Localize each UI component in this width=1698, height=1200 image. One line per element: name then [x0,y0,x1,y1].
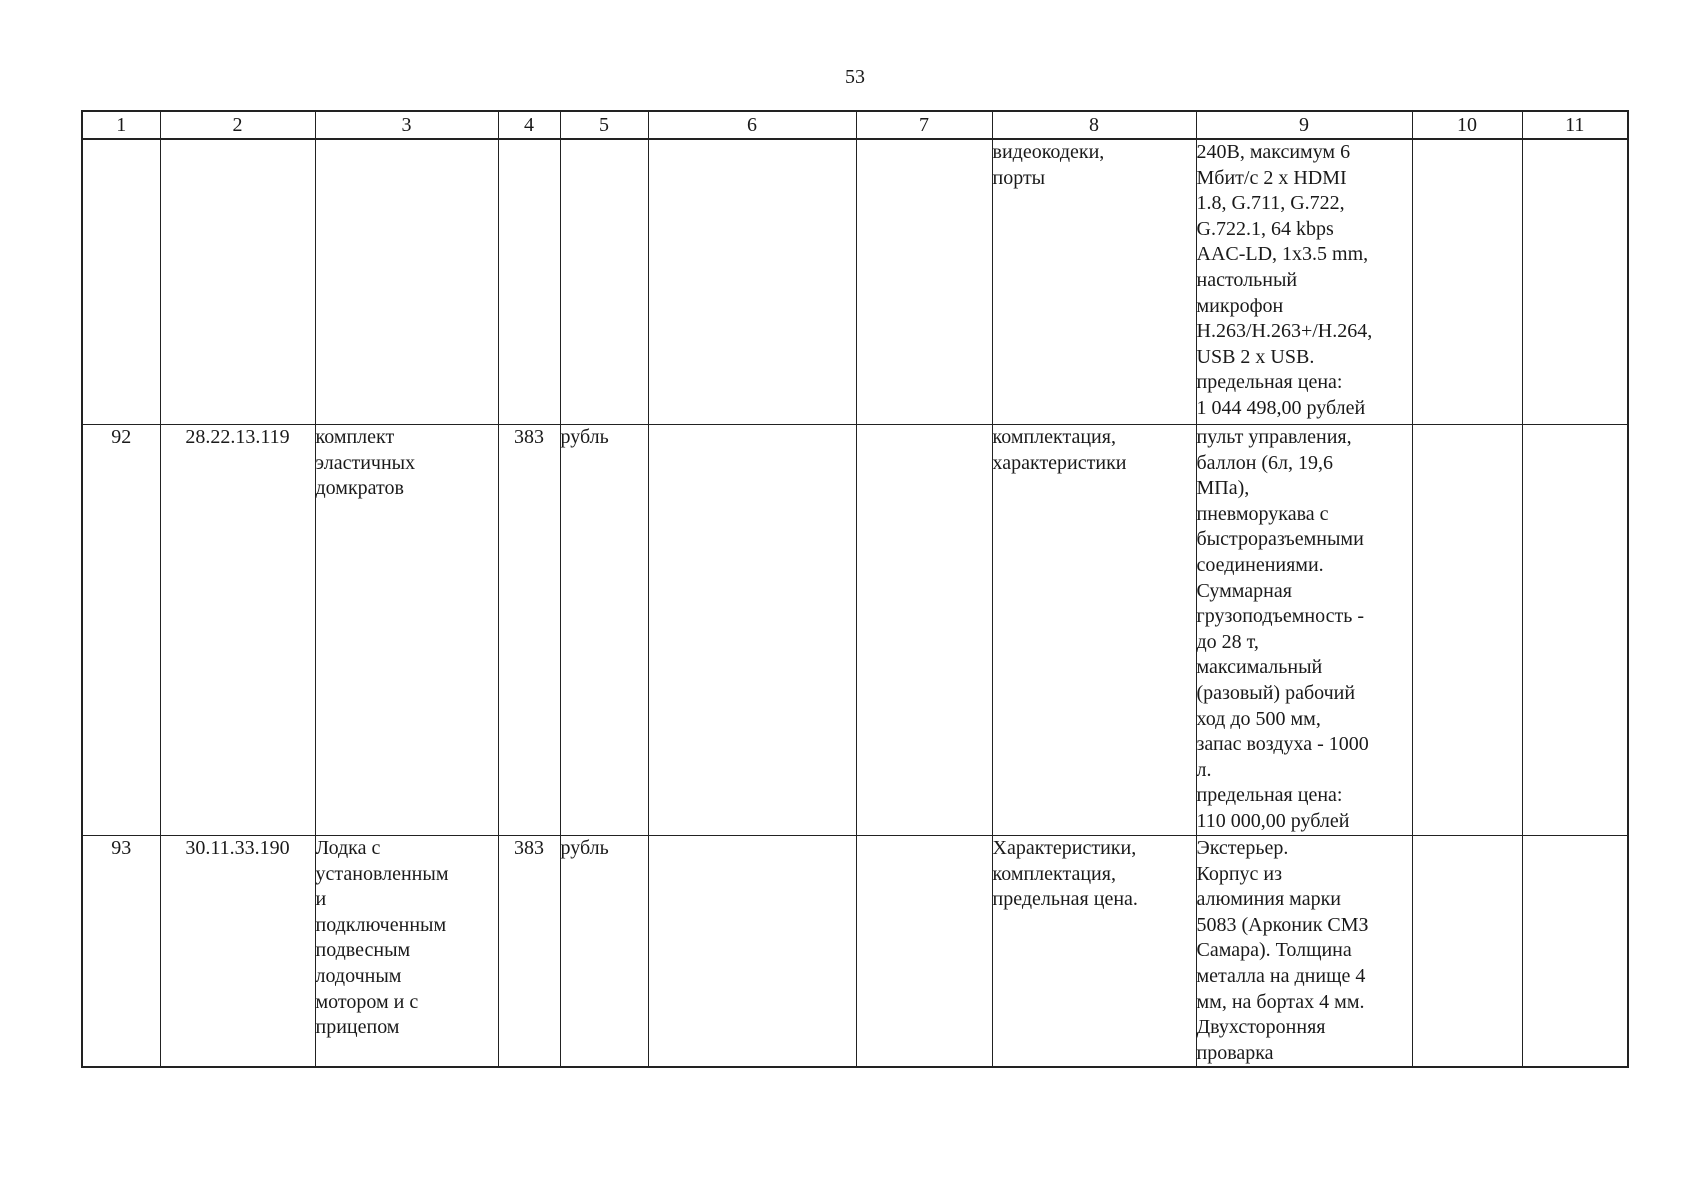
text-line: Самара). Толщина [1196,939,1352,962]
column-header: 8 [992,111,1196,139]
item-name-cell [315,836,498,1068]
text-line: Экстерьер. [1196,837,1289,859]
column-10-cell [1412,139,1522,425]
text-line: прицепом [315,1016,400,1039]
okpd-code-cell [160,139,315,425]
column-header: 1 [82,111,160,139]
characteristic-name-cell [992,836,1196,1068]
text-line: предельная цена. [992,888,1138,911]
characteristic-name-cell [992,425,1196,836]
header-row [82,111,1628,139]
column-11-cell [1522,139,1628,425]
column-header: 10 [1412,111,1522,139]
text-line: комплект [315,426,395,448]
text-line: пульт управления, [1196,426,1352,448]
row-number-cell: 92 [82,425,160,836]
text-line: H.263/H.263+/H.264, [1196,320,1373,343]
text-line: ход до 500 мм, [1196,707,1321,730]
text-line: запас воздуха - 1000 [1196,733,1369,756]
text-line: Корпус из [1196,862,1283,885]
column-header: 9 [1196,111,1412,139]
column-11-cell [1522,425,1628,836]
table-row [82,425,1628,836]
text-line: мотором и с [315,990,419,1013]
column-7-cell [856,425,992,836]
column-6-cell [648,425,856,836]
text-line: 5083 (Арконик СМЗ [1196,913,1369,936]
column-header: 2 [160,111,315,139]
characteristic-value-cell [1196,425,1412,836]
column-10-cell [1412,425,1522,836]
text-line: и [315,888,327,911]
text-line: Лодка с [315,837,381,859]
page-number: 53 [845,66,865,88]
text-line: комплектация, [992,862,1116,885]
text-line: микрофон [1196,294,1284,317]
unit-code-cell: 383 [498,425,560,836]
text-line: грузоподъемность - [1196,605,1364,628]
row-number-cell [82,139,160,425]
column-7-cell [856,836,992,1068]
text-line: баллон (6л, 19,6 [1196,451,1334,474]
text-line: Двухсторонняя [1196,1016,1326,1039]
column-6-cell [648,836,856,1068]
text-line: USB 2 x USB. [1196,345,1315,368]
column-header: 5 [560,111,648,139]
okpd-code-cell: 30.11.33.190 [160,836,315,1068]
column-header: 3 [315,111,498,139]
text-line: л. [1196,758,1212,781]
column-header: 4 [498,111,560,139]
text-line: видеокодеки, [992,141,1105,163]
text-line: подвесным [315,939,411,962]
column-header: 6 [648,111,856,139]
text-line: установленным [315,862,449,885]
text-line: алюминия марки [1196,888,1341,911]
text-line: до 28 т, [1196,630,1259,653]
text-line: домкратов [315,477,404,500]
text-line: (разовый) рабочий [1196,681,1356,704]
text-line: соединениями. [1196,553,1324,576]
unit-code-cell: 383 [498,836,560,1068]
text-line: быстроразъемными [1196,528,1364,551]
table-row [82,139,1628,425]
unit-name-cell [560,139,648,425]
column-11-cell [1522,836,1628,1068]
text-line: комплектация, [992,426,1116,448]
row-number-cell: 93 [82,836,160,1068]
column-header: 11 [1522,111,1628,139]
characteristic-value-cell [1196,139,1412,425]
text-line: AAC-LD, 1x3.5 mm, [1196,243,1369,266]
procurement-table [81,110,1629,1068]
text-line: пневморукава с [1196,502,1329,525]
characteristic-value-cell [1196,836,1412,1068]
item-name-cell [315,425,498,836]
text-line: порты [992,166,1046,189]
text-line: максимальный [1196,656,1323,679]
unit-code-cell [498,139,560,425]
text-line: G.722.1, 64 kbps [1196,217,1334,240]
text-line: лодочным [315,964,402,987]
text-line: МПа), [1196,477,1250,500]
column-10-cell [1412,836,1522,1068]
text-line: 1.8, G.711, G.722, [1196,192,1345,215]
text-line: подключенным [315,913,447,936]
text-line: настольный [1196,268,1298,291]
unit-name-cell: рубль [560,425,648,836]
text-line: 1 044 498,00 рублей [1196,396,1366,419]
item-name-cell [315,139,498,425]
okpd-code-cell: 28.22.13.119 [160,425,315,836]
column-7-cell [856,139,992,425]
text-line: металла на днище 4 [1196,964,1366,987]
text-line: Мбит/с 2 x HDMI [1196,166,1347,189]
text-line: 240В, максимум 6 [1196,141,1351,163]
table-row [82,836,1628,1068]
text-line: Характеристики, [992,837,1137,859]
unit-name-cell: рубль [560,836,648,1068]
column-header: 7 [856,111,992,139]
characteristic-name-cell [992,139,1196,425]
text-line: Суммарная [1196,579,1292,602]
text-line: предельная цена: [1196,371,1343,394]
text-line: характеристики [992,451,1127,474]
text-line: предельная цена: [1196,784,1343,807]
column-6-cell [648,139,856,425]
text-line: 110 000,00 рублей [1196,809,1350,832]
text-line: мм, на бортах 4 мм. [1196,990,1365,1013]
text-line: проварка [1196,1041,1274,1064]
text-line: эластичных [315,451,416,474]
